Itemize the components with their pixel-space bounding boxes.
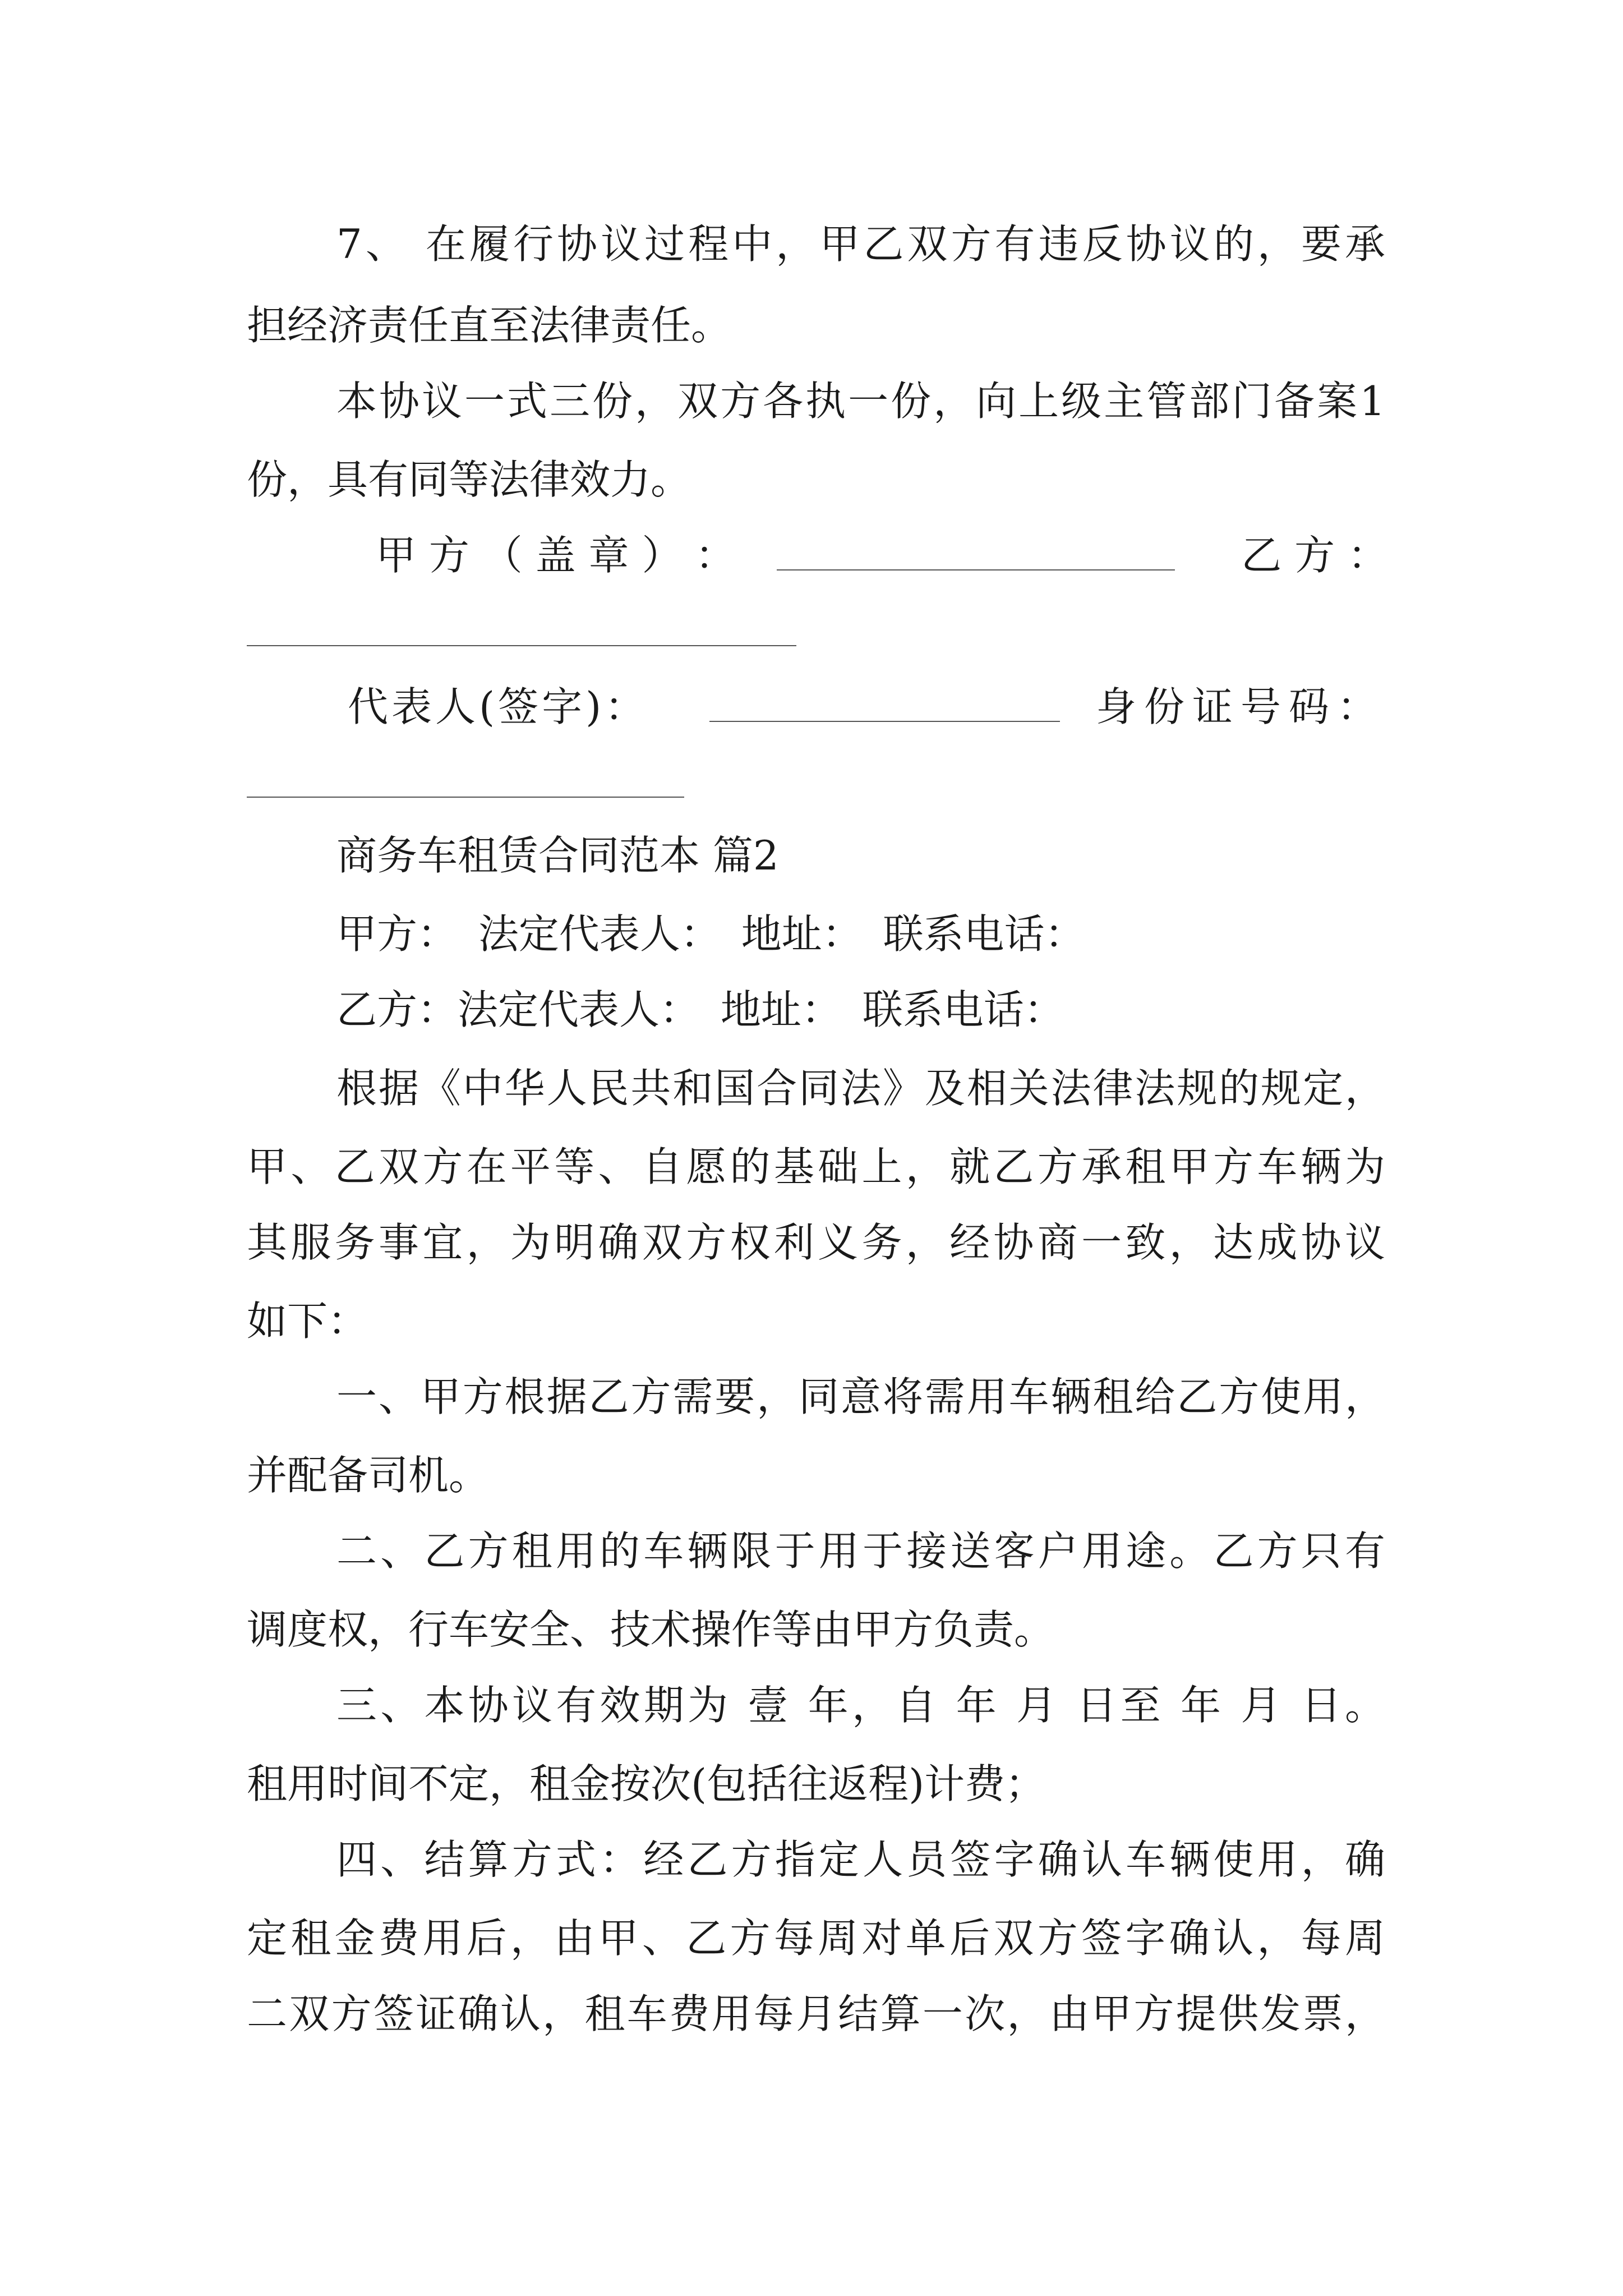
- clause-2-line-1: 二、乙方租用的车辆限于用于接送客户用途。乙方只有: [336, 1527, 1385, 1575]
- clause-3-line-2: 租用时间不定，租金按次(包括往返程)计费；: [247, 1760, 1046, 1807]
- preamble-line-1: 根据《中华人民共和国合同法》及相关法律法规的规定，: [336, 1065, 1385, 1112]
- section-title: 商务车租赁合同范本 篇2: [336, 832, 779, 879]
- clause-7-line-2: 担经济责任直至法律责任。: [247, 302, 732, 349]
- representative-sign-label: 代表人(签字)：: [348, 683, 649, 730]
- clause-2-line-2: 调度权，行车安全、技术操作等由甲方负责。: [247, 1606, 1055, 1653]
- copies-line-2: 份，具有同等法律效力。: [247, 456, 691, 503]
- id-number-blank: [247, 797, 684, 798]
- clause-7-line-1: 7、 在履行协议过程中，甲乙双方有违反协议的，要承: [336, 220, 1385, 268]
- party-a-seal-blank: [777, 569, 1175, 570]
- clause-1-line-2: 并配备司机。: [247, 1452, 490, 1499]
- party-b-label: 乙 方 ：: [1241, 532, 1388, 579]
- preamble-line-2: 甲、乙双方在平等、自愿的基础上，就乙方承租甲方车辆为: [247, 1143, 1385, 1190]
- party-a-seal-label: 甲 方 （ 盖 章 ） ：: [376, 532, 736, 579]
- clause-1-line-1: 一、甲方根据乙方需要，同意将需用车辆租给乙方使用，: [336, 1373, 1385, 1420]
- preamble-line-4: 如下：: [247, 1297, 368, 1345]
- party-b-blank: [247, 645, 796, 646]
- preamble-line-3: 其服务事宜，为明确双方权利义务，经协商一致，达成协议: [247, 1219, 1385, 1266]
- clause-4-line-1: 四、结算方式：经乙方指定人员签字确认车辆使用，确: [336, 1836, 1385, 1883]
- copies-line-1: 本协议一式三份，双方各执一份，向上级主管部门备案1: [336, 378, 1385, 425]
- party-b-info: 乙方：法定代表人： 地址： 联系电话：: [336, 986, 1064, 1033]
- clause-4-line-2: 定租金费用后，由甲、乙方每周对单后双方签字确认，每周: [247, 1915, 1385, 1962]
- clause-4-line-3: 二双方签证确认，租车费用每月结算一次，由甲方提供发票，: [247, 1990, 1385, 2037]
- clause-3-line-1: 三、本协议有效期为 壹 年，自 年 月 日至 年 月 日。: [336, 1682, 1385, 1729]
- id-number-label: 身份证号码：: [1095, 683, 1385, 730]
- party-a-info: 甲方： 法定代表人： 地址： 联系电话：: [336, 910, 1085, 958]
- representative-sign-blank: [709, 721, 1060, 722]
